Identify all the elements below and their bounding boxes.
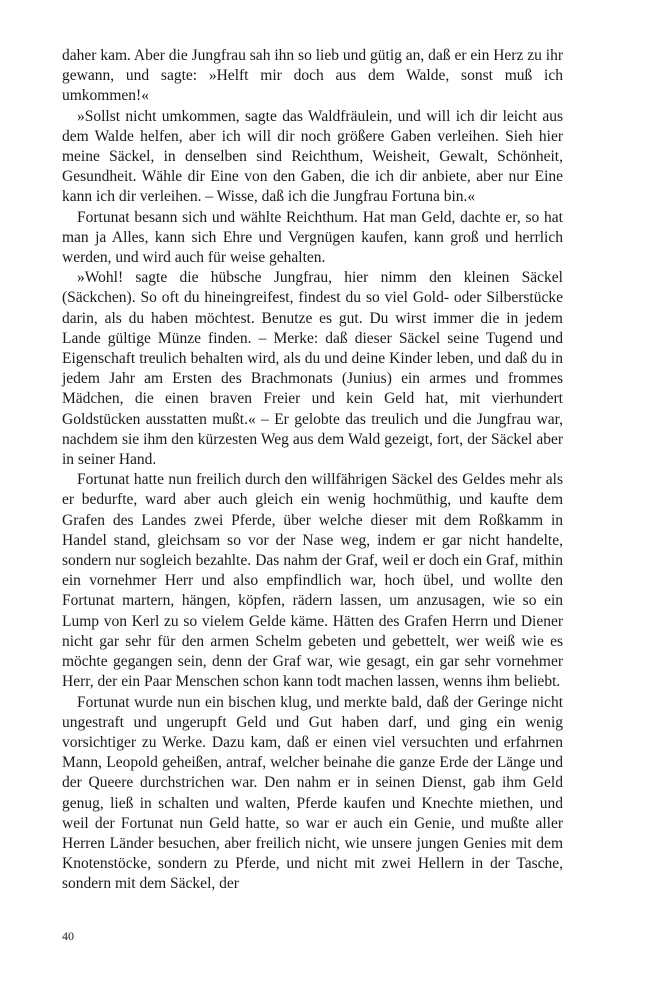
paragraph-choice-wealth: Fortunat besann sich und wählte Reichthum. Hat man Geld, dachte er, so hat man ja Alles, kann sich Ehre und Vergnügen kaufen, kann groß und herrlich werden, und wird auch für weise gehalten.	[62, 208, 563, 267]
paragraph-count-horses: Fortunat hatte nun freilich durch den willfährigen Säckel des Geldes mehr als er bedurfte, ward aber auch gleich ein wenig hochmüthig, und kaufte dem Grafen des Landes zwei Pferde, über welche dieser mit dem Roßkamm in Handel stand, gleichsam so vor der Nase weg, indem er gar nicht handelte, sondern nur sogleich bezahlte. Das nahm der Graf, weil er doch ein Graf, mithin ein vornehmer Herr und also empfindlich war, hoch übel, und wollte den Fortunat martern, hängen, köpfen, rädern lassen, um anzusagen, wie so ein Lump von Kerl zu so vielem Gelde käme. Hätten des Grafen Herrn und Diener nicht gar sehr für den armen Schelm gebeten und gebettelt, wer weiß wie es möchte gegangen sein, denn der Graf war, wie gesagt, ein gar sehr vornehmer Herr, der ein Paar Menschen schon kann todt machen lassen, wenns ihm beliebt.	[62, 471, 563, 691]
page-text-block	[62, 46, 563, 895]
paragraph-saeckel-gift: »Wohl! sagte die hübsche Jungfrau, hier nimm den kleinen Säckel (Säckchen). So oft du hineingreifest, findest du so viel Gold- oder Silberstücke darin, als du haben möchtest. Benutze es gut. Du wirst immer die in jedem Lande gültige Münze finden. – Merke: daß dieser Säckel seine Tugend und Eigenschaft treulich behalten wird, als du und deine Kinder leben, und daß du in jedem Jahr am Ersten des Brachmonats (Junius) ein armes und frommes Mädchen, die einen braven Freier und kein Geld hat, mit vierhundert Goldstücken ausstatten mußt.« – Er gelobte das treulich und die Jungfrau war, nachdem sie ihm den kürzesten Weg aus dem Wald gezeigt, fort, der Säckel aber in seiner Hand.	[62, 269, 563, 469]
paragraph-continuation: daher kam. Aber die Jungfrau sah ihn so lieb und gütig an, daß er ein Herz zu ihr gewann, und sagte: »Helft mir doch aus dem Walde, sonst muß ich umkommen!«	[62, 47, 563, 105]
paragraph-leopold: Fortunat wurde nun ein bischen klug, und merkte bald, daß der Geringe nicht ungestraft und ungerupft Geld und Gut haben darf, und ging ein wenig vorsichtiger zu Werke. Dazu kam, daß er einen viel versuchten und erfahrnen Mann, Leopold geheißen, antraf, welcher beinahe die ganze Erde der Länge und der Queere durchstrichen war. Den nahm er in seinen Dienst, gab ihm Geld genug, ließ in schalten und walten, Pferde kaufen und Knechte miethen, und weil der Fortunat nun Geld hatte, so war er auch ein Genie, und mußte aller Herren Länder besuchen, aber freilich nicht, wie unsere jungen Genies mit dem Knotenstöcke, sondern zu Pferde, und nicht mit zwei Hellern in der Tasche, sondern mit dem Säckel, der	[62, 693, 563, 893]
paragraph-fortuna-offer: »Sollst nicht umkommen, sagte das Waldfräulein, und will ich dir leicht aus dem Walde helfen, aber ich will dir noch größere Gaben verleihen. Sieh hier meine Säckel, in denselben sind Reichthum, Weisheit, Gewalt, Schönheit, Gesundheit. Wähle dir Eine von den Gaben, die ich dir anbiete, aber nur Eine kann ich dir verleihen. – Wisse, daß ich die Jungfrau Fortuna bin.«	[62, 107, 563, 206]
page-number: 40	[62, 929, 74, 943]
